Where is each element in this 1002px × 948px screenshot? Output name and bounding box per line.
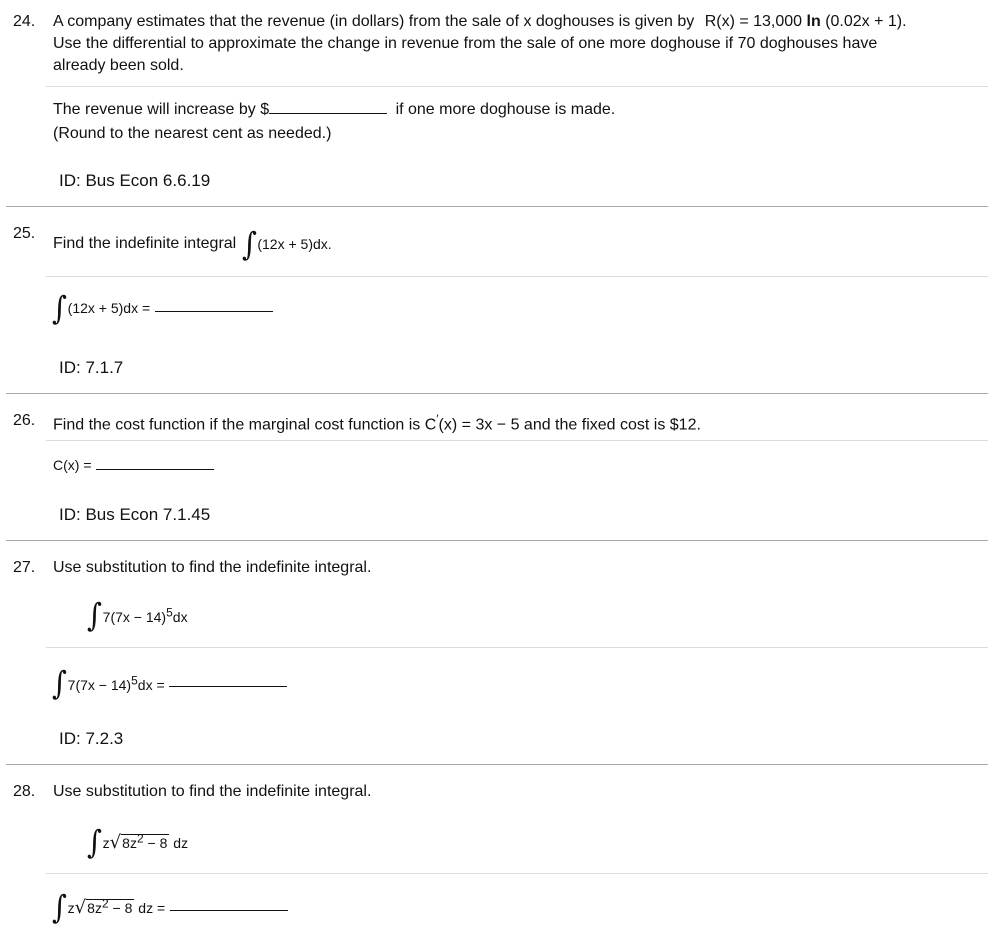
divider — [46, 440, 988, 441]
sqrt-symbol: √ — [109, 831, 122, 853]
q27-integral-display: $\int 7(7x - 14)^5dx$ — [86, 596, 188, 634]
integral-symbol: ∫ — [51, 888, 67, 926]
question-divider — [6, 206, 988, 207]
q27-answer-input[interactable] — [169, 672, 287, 687]
q24-id: ID: Bus Econ 6.6.19 — [59, 171, 211, 190]
q25-answer-line: ∫(12x + 5)dx = — [51, 292, 273, 324]
q27-prompt: Use substitution to find the indefinite integral. — [53, 559, 372, 576]
q28-integral-display: $\int z√8z^2 - 8$ dz — [86, 823, 189, 861]
q24-answer-input[interactable] — [269, 99, 387, 114]
q26-answer-line: C(x) = — [53, 455, 214, 475]
q26-answer-input[interactable] — [96, 455, 214, 470]
q25-number: 25. — [13, 225, 36, 242]
q28-prompt: Use substitution to find the indefinite integral. — [53, 783, 372, 800]
q27-answer-line: $\int 7(7x - 14)^5dx$ = — [51, 667, 287, 699]
divider — [46, 276, 988, 277]
integral-symbol: ∫ — [51, 664, 67, 702]
q25-id: ID: 7.1.7 — [59, 358, 124, 377]
integral-symbol: ∫ — [86, 823, 102, 861]
q24-round-note: (Round to the nearest cent as needed.) — [53, 125, 332, 142]
question-divider — [6, 393, 988, 394]
integral-symbol: ∫ — [51, 289, 67, 327]
q28-number: 28. — [13, 783, 36, 800]
divider — [46, 873, 988, 874]
sqrt-symbol: √ — [74, 896, 87, 918]
q28-answer-input[interactable] — [170, 896, 288, 911]
question-divider — [6, 764, 988, 765]
q26-id: ID: Bus Econ 7.1.45 — [59, 505, 211, 524]
integral-symbol: ∫ — [86, 596, 102, 634]
q27-id: ID: 7.2.3 — [59, 729, 124, 748]
integral-symbol: ∫ — [241, 225, 257, 263]
q24-line3: already been sold. — [53, 57, 184, 74]
q26-prompt: Find the cost function if the marginal cost function is C′(x) = 3x − 5 and the fixed cost is $12. — [53, 412, 701, 434]
q26-number: 26. — [13, 412, 36, 429]
q24-line1: A company estimates that the revenue (in dollars) from the sale of x doghouses is given by R(x) = 13,000 ln (0.02x + 1). — [53, 13, 907, 30]
q28-answer-line: $\int z√8z^2 - 8$ dz = — [51, 891, 288, 923]
divider — [46, 647, 988, 648]
q27-number: 27. — [13, 559, 36, 576]
question-divider — [6, 540, 988, 541]
q25-answer-input[interactable] — [155, 297, 273, 312]
q24-line2: Use the differential to approximate the change in revenue from the sale of one more doghouse if 70 doghouses have — [53, 35, 878, 52]
q24-number: 24. — [13, 13, 36, 30]
q25-prompt: Find the indefinite integral ∫(12x + 5)dx. — [53, 225, 332, 263]
divider — [46, 86, 988, 87]
q24-answer-line: The revenue will increase by $ if one more doghouse is made. — [53, 101, 616, 118]
